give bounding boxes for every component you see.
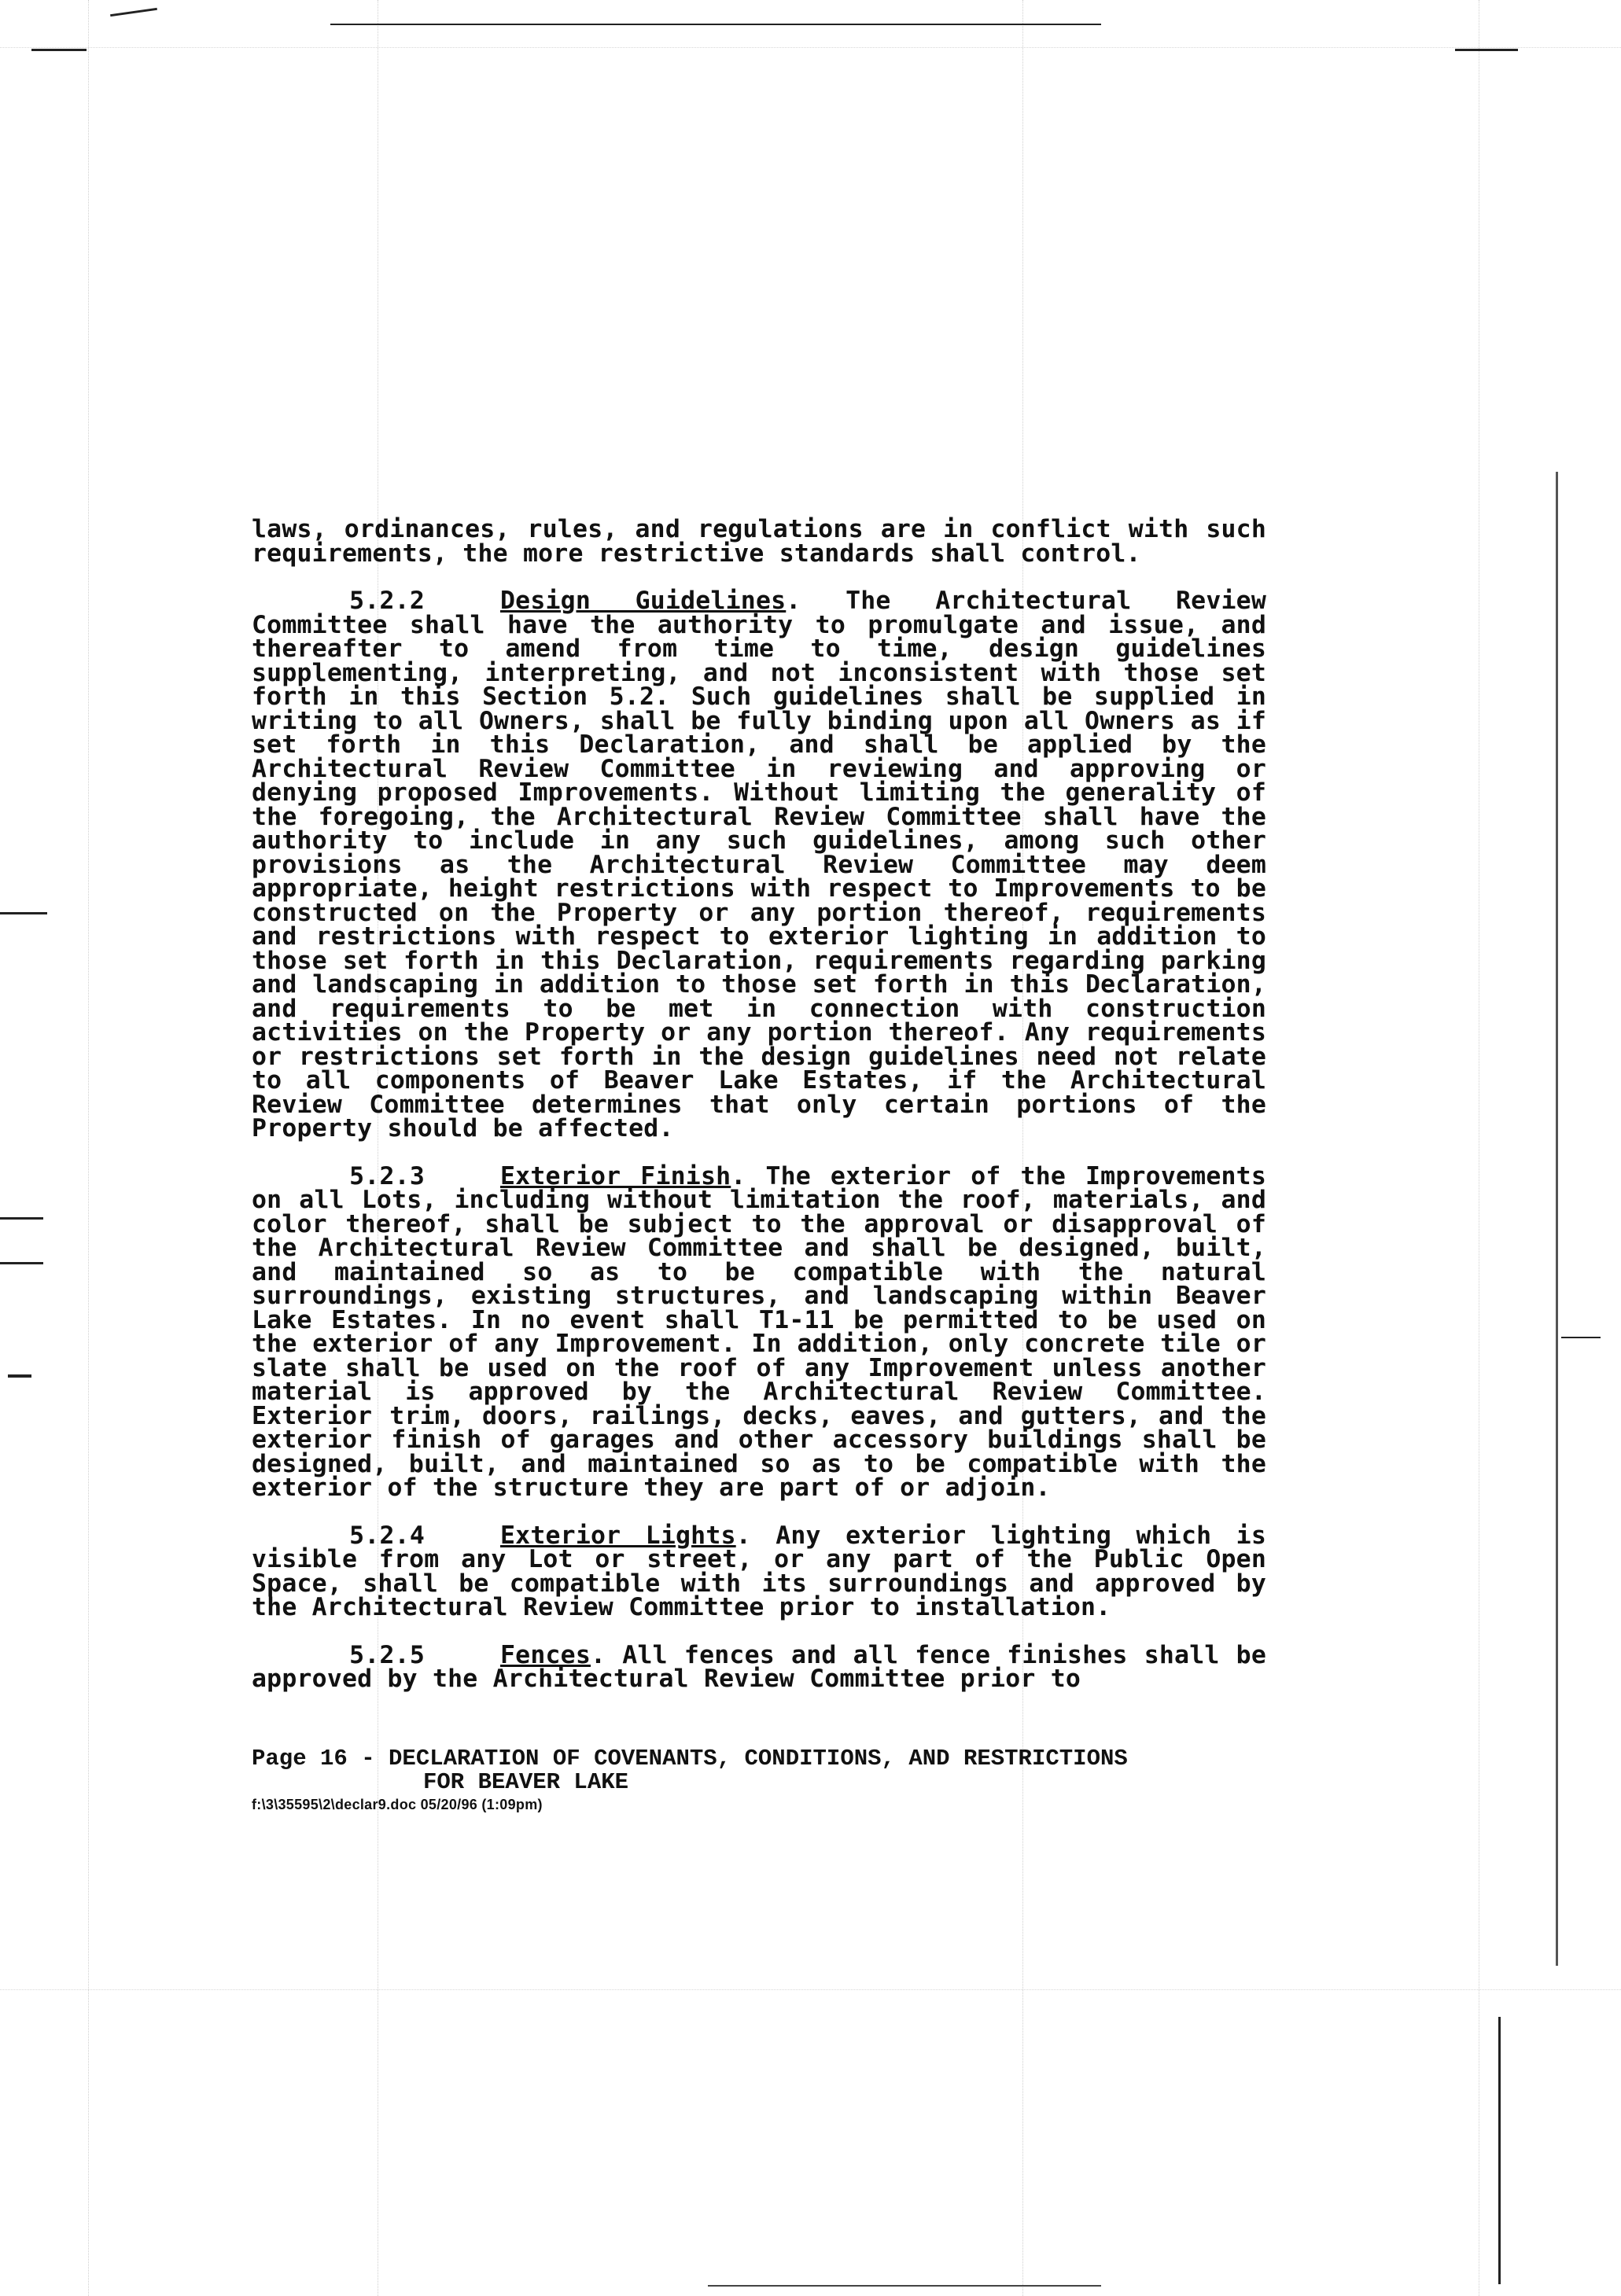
section-text: . Any exterior lighting which is visible from any Lot or street, or any part of the Public Open Space, shall be compatible with its surroundings and approved by the Architectural Review Committee prior to installation. [252,1521,1266,1621]
section-number: 5.2.4 [349,1521,425,1550]
scan-artifact-line [0,1989,1621,1991]
page-footer [252,1747,1274,1794]
section-text: . All fences and all fence finishes shall be approved by the Architectural Review Committee prior to [252,1640,1266,1693]
section-number: 5.2.2 [349,587,425,615]
scan-edge-mark [1556,472,1558,1966]
file-path-stamp: f:\3\35595\2\declar9.doc 05/20/96 (1:09pm) [252,1797,543,1812]
scan-edge-mark [0,1262,43,1264]
scan-edge-mark [0,912,47,914]
section-text: . The exterior of the Improvements on all Lots, including without limitation the roof, materials, and color thereof, shall be subject to the approval or disapproval of the Architectural Review Committee and shall be designed, built, and maintained so as to be compatible with the natural surroundings, existing structures, and landscaping within Beaver Lake Estates. In no event shall T1-11 be permitted to be used on the exterior of any Improvement. In addition, only concrete tile or slate shall be used on the roof of any Improvement unless another material is approved by the Architectural Review Committee. Exterior trim, doors, railings, decks, eaves, and gutters, and the exterior finish of garages and other accessory buildings shall be designed, built, and maintained so as to be compatible with the exterior of the structure they are part of or adjoin. [252,1161,1266,1502]
scan-edge-mark [1455,49,1518,51]
scan-edge-mark [31,49,87,51]
section-heading: Fences [500,1640,591,1669]
footer-title-line: Page 16 - DECLARATION OF COVENANTS, CONDITIONS, AND RESTRICTIONS [252,1746,1128,1772]
scan-edge-mark [330,24,1101,25]
section-number: 5.2.5 [349,1640,425,1669]
scan-artifact-line [1479,0,1480,2296]
section-5-2-3 [252,1161,1266,1502]
scan-edge-mark [0,1217,43,1220]
scan-artifact-line [88,0,90,2296]
section-number: 5.2.3 [349,1161,425,1190]
document-body [252,517,1266,1715]
section-5-2-2 [252,589,1266,1141]
footer-title-line-2: FOR BEAVER LAKE [423,1769,629,1795]
scan-edge-mark [8,1374,31,1378]
section-heading: Design Guidelines [500,587,787,615]
scan-edge-mark [708,2285,1101,2287]
scan-edge-mark [110,8,157,17]
scan-edge-mark [1498,2017,1501,2284]
scan-artifact-line [0,47,1621,49]
section-text: . The Architectural Review Committee shall have the authority to promulgate and issue, and thereafter to amend from time to time, design guidelines supplementing, interpreting, and not inconsistent with those set forth in this Section 5.2. Such guidelines shall be supplied in writing to all Owners, shall be fully binding upon all Owners as if set forth in this Declaration, and shall be applied by the Architectural Review Committee in reviewing and approving or denying proposed Improvements. Without limiting the generality of the foregoing, the Architectural Review Committee shall have the authority to include in any such guidelines, among such other provisions as the Architectural Review Committee may deem appropriate, height restrictions with respect to Improvements to be constructed on the Property or any portion thereof, requirements and restrictions with respect to exterior lighting in addition to those set forth in this Declaration, requirements regarding parking and landscaping in addition to those set forth in this Declaration, and requirements to be met in connection with construction activities on the Property or any portion thereof. Any requirements or restrictions set forth in the design guidelines need not relate to all components of Beaver Lake Estates, if the Architectural Review Committee determines that only certain portions of the Property should be affected. [252,587,1266,1142]
section-heading: Exterior Finish [500,1161,731,1190]
section-heading: Exterior Lights [500,1521,736,1550]
section-5-2-4 [252,1521,1266,1621]
intro-paragraph: laws, ordinances, rules, and regulations are in conflict with such requirements, the more restrictive standards shall control. [252,515,1266,568]
section-5-2-5 [252,1640,1266,1693]
scan-edge-mark [1561,1337,1601,1338]
